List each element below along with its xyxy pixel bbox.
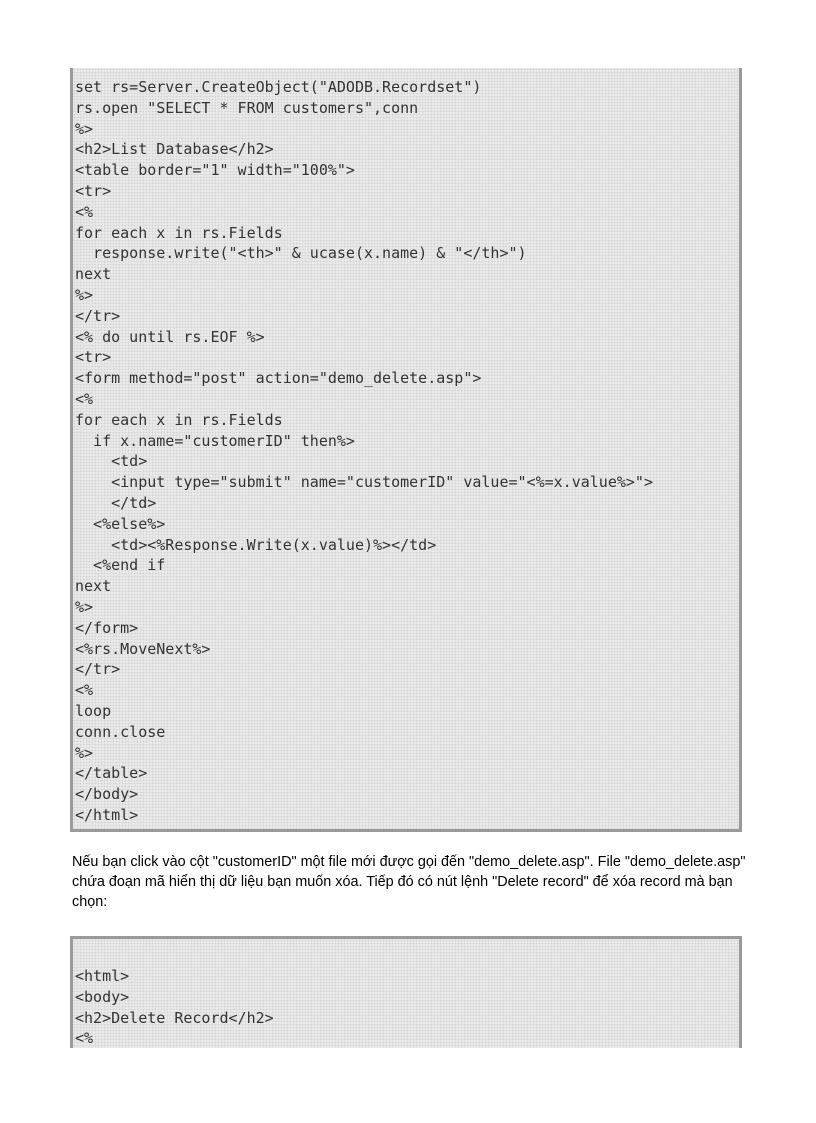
code-line: <form method="post" action="demo_delete.asp"> <box>75 369 482 388</box>
code-line: %> <box>75 597 94 616</box>
code-line: <input type="submit" name="customerID" value="<%=x.value%>"> <box>75 473 653 492</box>
code-line: </body> <box>75 785 139 804</box>
code-line: for each x in rs.Fields <box>75 223 283 242</box>
code-line: </html> <box>75 805 139 824</box>
code-line: response.write("<th>" & ucase(x.name) & "</th>") <box>75 244 527 263</box>
code-line: %> <box>75 119 94 138</box>
code-line: next <box>75 265 112 284</box>
code-line: </tr> <box>75 660 121 679</box>
code-line: loop <box>75 701 112 720</box>
code-line: %> <box>75 743 94 762</box>
code-line: <html> <box>75 967 130 985</box>
code-line: conn.close <box>75 722 166 741</box>
code-block-2 <box>70 936 742 1048</box>
code-line: <%rs.MoveNext%> <box>75 639 211 658</box>
code-line: <body> <box>75 987 130 1006</box>
code-line: <% <box>75 681 94 700</box>
code-line: <tr> <box>75 348 112 367</box>
code-line: next <box>75 577 112 596</box>
code-line: <%end if <box>75 556 166 575</box>
code-line: </tr> <box>75 306 121 325</box>
code-line: <h2>List Database</h2> <box>75 140 274 159</box>
code-line: <% <box>75 202 94 221</box>
code-line: if x.name="customerID" then%> <box>75 431 355 450</box>
code-line: <td> <box>75 452 148 471</box>
code-line: <h2>Delete Record</h2> <box>75 1008 274 1027</box>
code-line: </td> <box>75 493 157 512</box>
code-line: </table> <box>75 764 148 783</box>
code-line: <td><%Response.Write(x.value)%></td> <box>75 535 437 554</box>
code-line: <% <box>75 389 94 408</box>
code-line: <tr> <box>75 181 112 200</box>
code-line: %> <box>75 285 94 304</box>
code-line: for each x in rs.Fields <box>75 410 283 429</box>
body-paragraph: Nếu bạn click vào cột "customerID" một file mới được gọi đến "demo_delete.asp". File "demo_delete.asp" chứa đoạn mã hiển thị dữ liệu bạn muốn xóa. Tiếp đó có nút lệnh "Delete record" để xóa record mà bạn chọn: <box>72 854 746 910</box>
code-line: <% do until rs.EOF %> <box>75 327 265 346</box>
code-line: <table border="1" width="100%"> <box>75 161 355 180</box>
code-line: set rs=Server.CreateObject("ADODB.Recordset") <box>75 78 482 96</box>
code-line: <%else%> <box>75 514 166 533</box>
code-line: </form> <box>75 618 139 637</box>
code-line: rs.open "SELECT * FROM customers",conn <box>75 98 419 117</box>
code-line: <% <box>75 1029 94 1048</box>
code-block-1 <box>70 68 742 832</box>
